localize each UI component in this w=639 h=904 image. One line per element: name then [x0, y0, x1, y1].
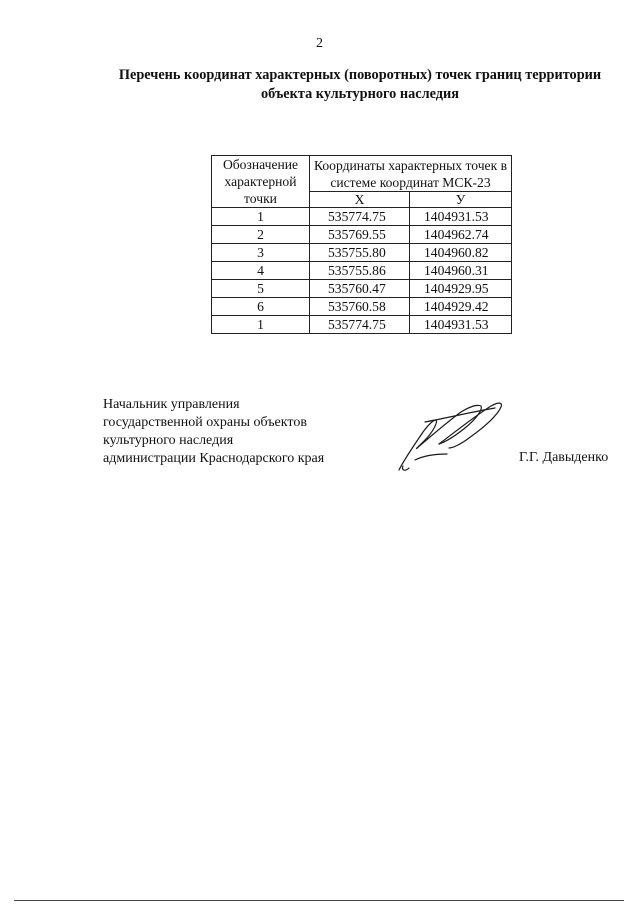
signatory-line-1: Начальник управления [103, 397, 240, 412]
coordinate-y: 1404929.42 [410, 298, 512, 316]
signatory-line-4: администрации Краснодарского края [103, 451, 325, 466]
point-number: 5 [212, 280, 310, 298]
page-number: 2 [316, 36, 323, 51]
coordinate-x: 535755.86 [310, 262, 410, 280]
coordinate-x: 535774.75 [310, 208, 410, 226]
coordinate-y: 1404962.74 [410, 226, 512, 244]
coordinate-y: 1404960.82 [410, 244, 512, 262]
table-row [212, 244, 512, 262]
signatory-line-2: государственной охраны объектов [103, 415, 307, 430]
coordinate-x: 535774.75 [310, 316, 410, 334]
point-number: 4 [212, 262, 310, 280]
coordinate-y: 1404960.31 [410, 262, 512, 280]
coordinate-y: 1404929.95 [410, 280, 512, 298]
signatory-name: Г.Г. Давыденко [519, 450, 609, 465]
coordinates-table [211, 155, 512, 334]
table-row [212, 280, 512, 298]
title-line-2: объекта культурного наследия [261, 86, 459, 102]
table-row [212, 298, 512, 316]
footer-divider [14, 900, 624, 901]
coordinate-y: 1404931.53 [410, 208, 512, 226]
table-row [212, 262, 512, 280]
table-row [212, 226, 512, 244]
point-number: 1 [212, 316, 310, 334]
header-coordinates: Координаты характерных точек в системе координат МСК-23 [310, 156, 512, 192]
coordinate-x: 535760.58 [310, 298, 410, 316]
coordinate-x: 535769.55 [310, 226, 410, 244]
document-title [100, 66, 620, 104]
coordinate-y: 1404931.53 [410, 316, 512, 334]
title-line-1: Перечень координат характерных (поворотных) точек границ территории [118, 67, 602, 83]
header-point-designation: Обозначение характерной точки [212, 156, 310, 208]
coordinate-x: 535755.80 [310, 244, 410, 262]
signatory-position [103, 396, 324, 468]
header-x: X [310, 192, 410, 208]
table-row [212, 208, 512, 226]
point-number: 6 [212, 298, 310, 316]
coordinate-x: 535760.47 [310, 280, 410, 298]
point-number: 1 [212, 208, 310, 226]
signatory-line-3: культурного наследия [103, 433, 234, 448]
header-y: У [410, 192, 512, 208]
point-number: 3 [212, 244, 310, 262]
handwritten-signature [395, 398, 510, 474]
point-number: 2 [212, 226, 310, 244]
table-row [212, 316, 512, 334]
